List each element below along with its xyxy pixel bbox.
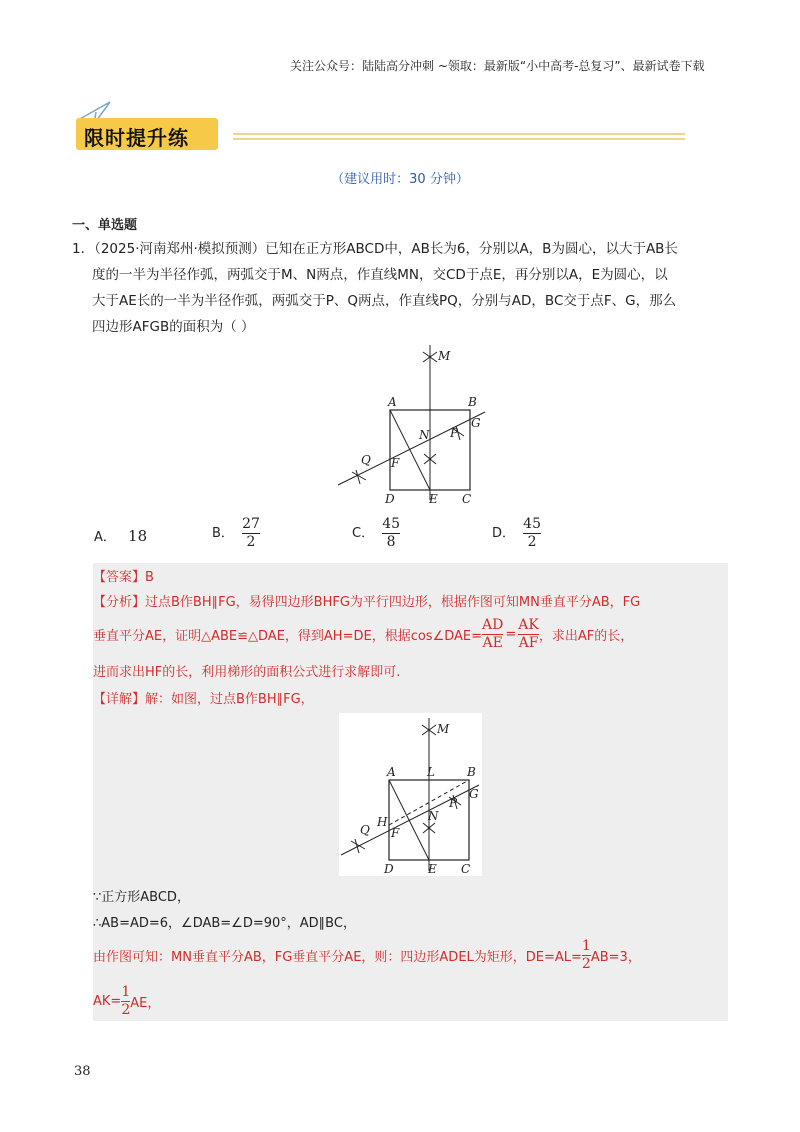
equals-sign: = — [505, 627, 517, 642]
label-m: M — [438, 349, 451, 363]
line-pq — [341, 785, 479, 855]
frac-den: AE — [482, 635, 503, 651]
question-line: 1．（2025·河南郑州·模拟预测）已知在正方形ABCD中，AB长为6，分别以A，B为圆心，以大于AB长 — [72, 241, 678, 257]
label-h: H — [377, 815, 388, 829]
fraction-ak-af — [518, 617, 539, 652]
derivation-line — [93, 938, 641, 973]
option-d-label: D． — [492, 526, 516, 541]
option-b — [212, 516, 260, 551]
analysis-line: 【分析】过点B作BH∥FG，易得四边形BHFG为平行四边形，根据作图可知MN垂直平分AB，FG — [93, 595, 641, 610]
option-a — [94, 526, 147, 545]
label-e: E — [428, 862, 437, 876]
option-c-fraction — [382, 516, 400, 551]
analysis-line-3: 进而求出HF的长，利用梯形的面积公式进行求解即可. — [93, 665, 401, 680]
label-d: D — [384, 862, 394, 876]
frac-den: 8 — [386, 534, 396, 550]
frac-num: 1 — [581, 938, 591, 954]
frac-num: 1 — [121, 984, 131, 1000]
section-title: 一、单选题 — [72, 218, 138, 233]
header-note: 关注公众号：陆陆高分冲刺 ~领取：最新版“小中高考-总复习”、最新试卷下载 — [290, 59, 705, 73]
question-line: 大于AE长的一半为半径作弧，两弧交于P、Q两点，作直线PQ，分别与AD，BC交于点F、G，那么 — [92, 293, 677, 309]
label-d: D — [385, 492, 395, 506]
derivation-line-2 — [93, 984, 160, 1019]
label-g: G — [469, 787, 479, 801]
analysis-line-2 — [93, 617, 633, 652]
label-b: B — [467, 765, 476, 779]
option-b-fraction — [242, 516, 260, 551]
option-b-label: B． — [212, 526, 234, 541]
option-d-fraction — [523, 516, 541, 551]
page-number: 38 — [74, 1064, 91, 1079]
banner-divider — [233, 131, 685, 143]
derivation-text: AK= — [93, 994, 122, 1009]
detail-line: 【详解】解：如图，过点B作BH∥FG， — [93, 692, 314, 707]
fraction-half — [121, 984, 130, 1019]
frac-num: AD — [482, 617, 504, 633]
label-c: C — [461, 862, 471, 876]
frac-den: 2 — [246, 534, 256, 550]
banner-title: 限时提升练 — [84, 126, 189, 150]
analysis-text: 垂直平分AE，证明△ABE≌△DAE，得到AH=DE，根据cos∠DAE= — [93, 629, 483, 644]
question-line: 四边形AFGB的面积为（ ） — [92, 319, 255, 335]
option-c-label: C． — [352, 526, 375, 541]
frac-num: 27 — [242, 516, 260, 532]
geometry-figure — [330, 340, 500, 510]
question-line: 度的一半为半径作弧，两弧交于M、N两点，作直线MN，交CD于点E，再分别以A，E为圆心，以 — [92, 267, 668, 283]
line-pq — [338, 412, 485, 485]
option-d — [492, 516, 541, 551]
label-m: M — [437, 722, 450, 736]
frac-den: 2 — [121, 1002, 131, 1018]
solution-figure — [339, 713, 482, 876]
suggested-time: （建议用时：30 分钟） — [331, 172, 469, 187]
label-b: B — [468, 395, 477, 409]
fraction-half — [582, 938, 591, 973]
option-c — [352, 516, 400, 551]
frac-den: AF — [518, 635, 539, 651]
derivation-text: AE， — [130, 996, 161, 1011]
because-line: ∵正方形ABCD， — [93, 890, 190, 905]
label-p: P — [449, 796, 458, 810]
option-a-label: A． — [94, 530, 116, 545]
derivation-text: AB=3， — [590, 950, 641, 965]
label-e: E — [429, 492, 438, 506]
label-c: C — [462, 492, 472, 506]
derivation-text: 由作图可知：MN垂直平分AB，FG垂直平分AE，则：四边形ADEL为矩形，DE=AL= — [93, 950, 582, 965]
frac-num: AK — [518, 617, 539, 633]
label-a: A — [387, 765, 396, 779]
label-q: Q — [361, 453, 371, 467]
option-a-value: 18 — [128, 527, 148, 545]
label-a: A — [388, 395, 397, 409]
therefore-line: ∴AB=AD=6，∠DAB=∠D=90°，AD∥BC， — [93, 916, 356, 931]
label-q: Q — [360, 823, 370, 837]
label-l: L — [427, 765, 435, 779]
frac-den: 2 — [581, 956, 591, 972]
segment-ae — [390, 410, 430, 490]
label-f: F — [391, 456, 400, 470]
label-n: N — [419, 428, 430, 442]
frac-num: 45 — [523, 516, 541, 532]
label-g: G — [471, 416, 481, 430]
frac-num: 45 — [382, 516, 401, 532]
label-p: P — [450, 426, 459, 440]
label-n: N — [428, 809, 439, 823]
fraction-ad-ae — [482, 617, 503, 652]
answer-line: 【答案】B — [93, 570, 154, 585]
label-f: F — [391, 826, 400, 840]
frac-den: 2 — [527, 534, 537, 550]
analysis-text: ，求出AF的长， — [538, 629, 634, 644]
